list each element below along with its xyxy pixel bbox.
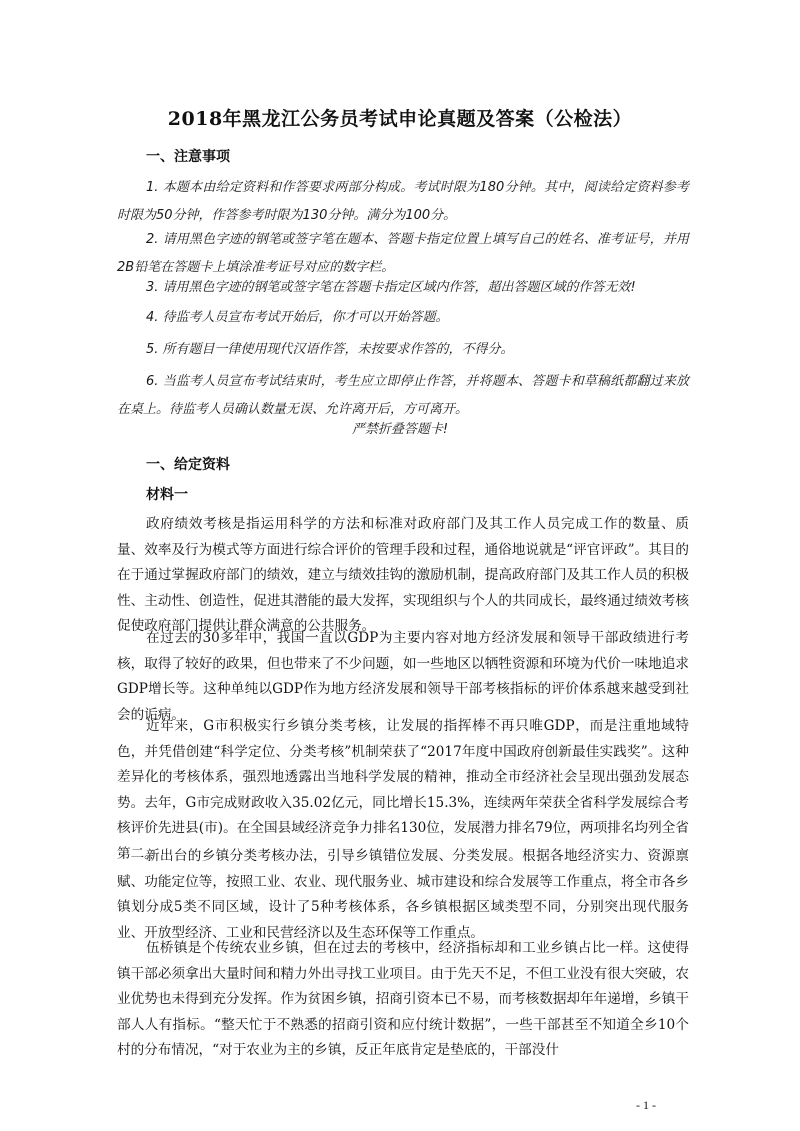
section-heading-notice: 一、注意事项 — [146, 149, 230, 165]
material-paragraph-2: 在过去的30多年中，我国一直以GDP为主要内容对地方经济发展和领导干部政绩进行考核，取得了较好的政果，但也带来了不少问题，如一些地区以牺牲资源和环境为代价一味地追求GDP增长等。这种单纯以GDP作为地方经济发展和领导干部考核指标的评价体系越来越受到社会的诟病。 — [117, 630, 689, 723]
center-warning-note: 严禁折叠答题卡! — [351, 422, 449, 437]
section-heading-materials: 一、给定资料 — [146, 457, 230, 473]
page-number: - 1 - — [636, 1098, 656, 1112]
material-title: 材料一 — [146, 487, 188, 503]
material-paragraph-4: 新出台的乡镇分类考核办法，引导乡镇错位发展、分类发展。根据各地经济实力、资源禀赋、功能定位等，按照工业、农业、现代服务业、城市建设和综合发展等工作重点，将全市各乡镇划分成5类不同区域，设计了5种考核体系，各乡镇根据区域类型不同，分别突出现代服务业、开放型经济、工业和民营经济以及生态环保等工作重点。 — [117, 848, 689, 941]
notice-item-5: 5. 所有题目一律使用现代汉语作答，未按要求作答的，不得分。 — [146, 342, 514, 357]
notice-item-3: 3. 请用黑色字迹的钢笔或签字笔在答题卡指定区域内作答，超出答题区域的作答无效! — [146, 280, 636, 295]
material-paragraph-1: 政府绩效考核是指运用科学的方法和标准对政府部门及其工作人员完成工作的数量、质量、效率及行为模式等方面进行综合评价的管理手段和过程，通俗地说就是“评官评政”。其目的在于通过掌握政府部门的绩效，建立与绩效挂钩的激励机制，提高政府部门及其工作人员的积极性、主动性、创造性，促进其潜能的最大发挥，实现组织与个人的共同成长，最终通过绩效考核促使政府部门提供让群众满意的公共服务。 — [117, 516, 689, 634]
notice-item-4: 4. 待监考人员宣布考试开始后，你才可以开始答题。 — [146, 310, 449, 325]
document-title: 2018年黑龙江公务员考试申论真题及答案（公检法） — [167, 108, 633, 130]
material-paragraph-5: 伍桥镇是个传统农业乡镇，但在过去的考核中，经济指标却和工业乡镇占比一样。这使得镇干部必须拿出大量时间和精力外出寻找工业项目。由于先天不足，不但工业没有很大突破，农业优势也未得到充分发挥。作为贫困乡镇，招商引资本已不易，而考核数据却年年递增，乡镇干部人人有指标。“整天忙于不熟悉的招商引资和应付统计数据”，一些干部甚至不知道全乡10个村的分布情况，“对于农业为主的乡镇，反正年底肯定是垫底的，干部没什 — [117, 940, 689, 1058]
notice-item-1: 1. 本题本由给定资料和作答要求两部分构成。考试时限为180分钟。其中，阅读给定资料参考时限为50分钟，作答参考时限为130分钟。满分为100分。 — [117, 180, 689, 223]
notice-item-2: 2. 请用黑色字迹的钢笔或签字笔在题本、答题卡指定位置上填写自己的姓名、准考证号，并用2B铅笔在答题卡上填涂准考证号对应的数字栏。 — [117, 232, 689, 275]
material-paragraph-3: 近年来，G市积极实行乡镇分类考核，让发展的指挥棒不再只唯GDP，而是注重地域特色，并凭借创建“科学定位、分类考核”机制荣获了“2017年度中国政府创新最佳实践奖”。这种差异化的考核体系，强烈地透露出当地科学发展的精神，推动全市经济社会呈现出强劲发展态势。去年，G市完成财政收入35.02亿元，同比增长15.3%，连续两年荣获全省科学发展综合考核评价先进县(市)。在全国县域经济竞争力排名130位，发展潜力排名79位，两项排名均列全省第二。 — [117, 718, 689, 862]
notice-item-6: 6. 当监考人员宣布考试结束时，考生应立即停止作答，并将题本、答题卡和草稿纸都翻过来放在桌上。待监考人员确认数量无误、允许离开后，方可离开。 — [117, 374, 689, 417]
